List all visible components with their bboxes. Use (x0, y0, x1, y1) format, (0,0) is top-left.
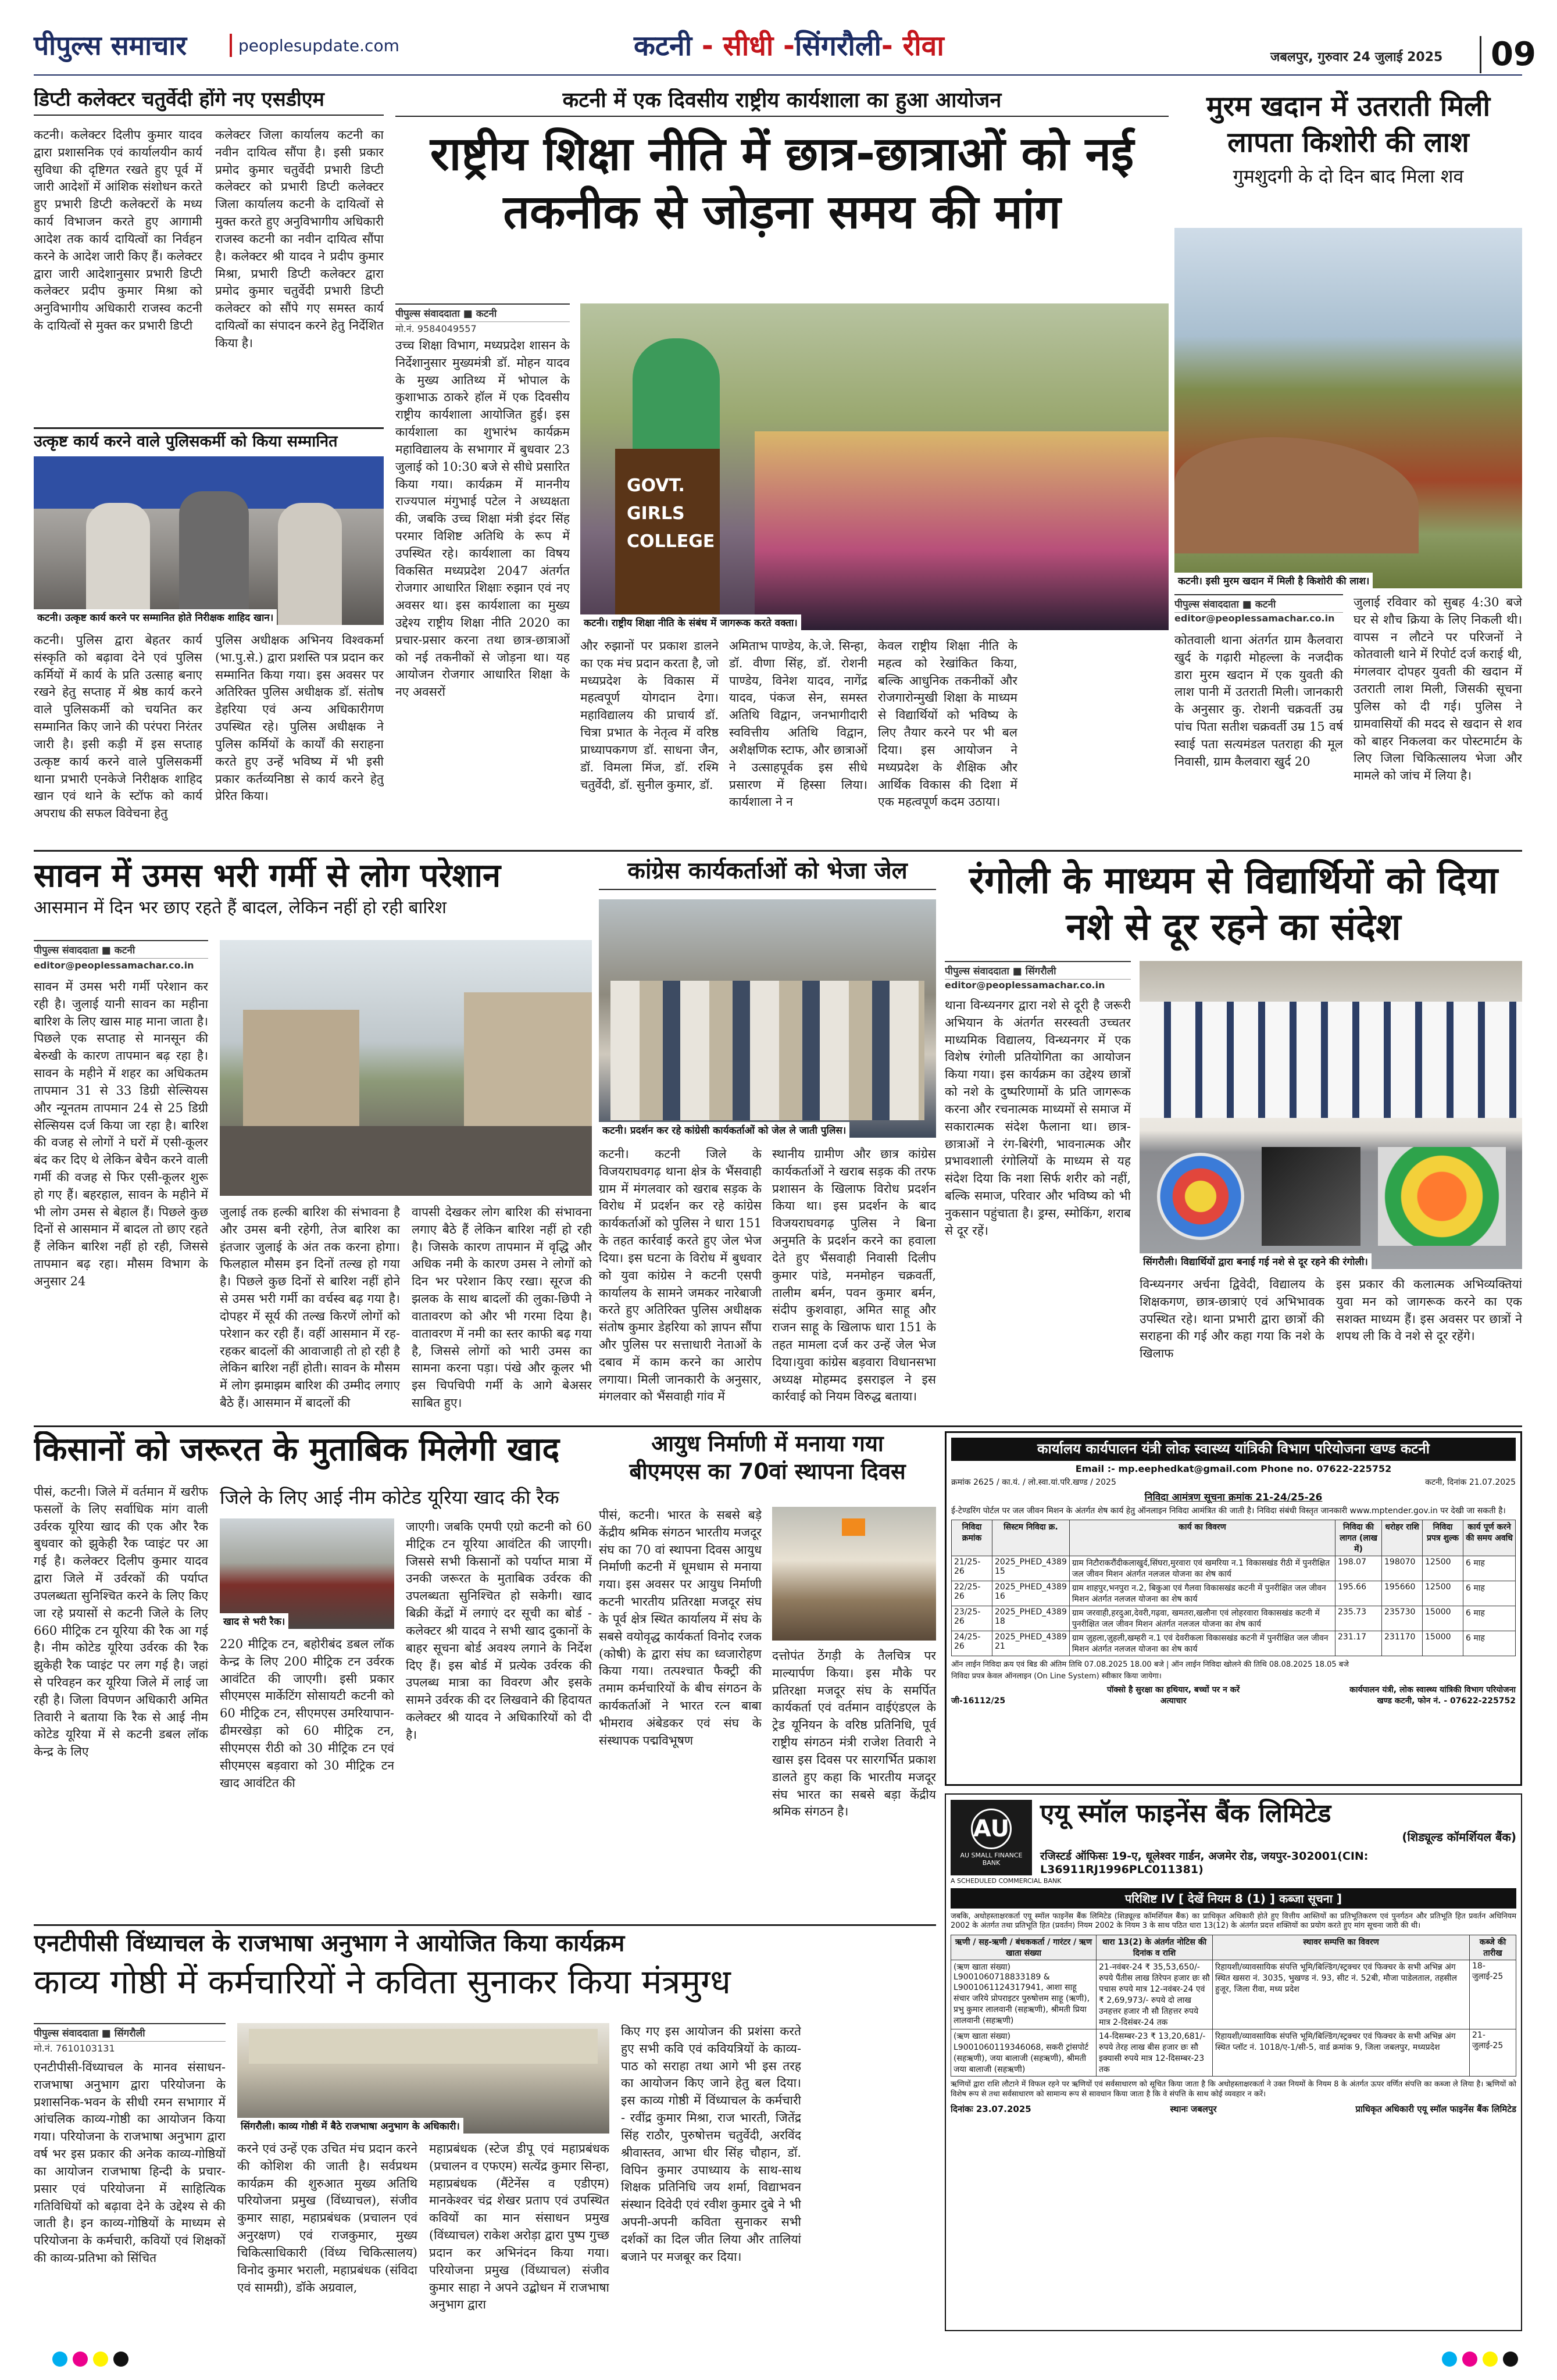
cell: (ऋण खाता संख्या) L9001060718833189 & L9001061124317941, आशा साहू संचार जरिये प्रोपराइटर पुरुषोत्तम साहू (ऋणी), प्रभु कुमार लालवानी (सहऋणी), श्रीमती प्रिया लालवानी (सहऋणी) (951, 1960, 1097, 2029)
article-nep-kicker: कटनी में एक दिवसीय राष्ट्रीय कार्यशाला का हुआ आयोजन (395, 88, 1169, 117)
tender-title: कार्यालय कार्यपालन यंत्री लोक स्वास्थ्य यांत्रिकी विभाग परियोजना खण्ड कटनी (951, 1438, 1516, 1461)
tender-th: कार्य का विवरण (1069, 1520, 1335, 1556)
cell: 231170 (1382, 1631, 1423, 1656)
article-ntpc (34, 1930, 936, 2331)
bms-photo (772, 1507, 936, 1641)
tender-th: कार्य पूर्ण करने की समय अवधि (1463, 1520, 1516, 1556)
bank-address: रजिस्टर्ड ऑफिसः 19-ए, धूलेश्वर गार्डन, अजमेर रोड, जयपुर-302001(CIN: L36911RJ1996PLC011381) (1040, 1849, 1369, 1876)
article-congress-title: कांग्रेस कार्यकर्ताओं को भेजा जेल (599, 857, 936, 890)
bank-intro: जबकि, अधोहस्ताक्षरकर्ता एयू स्मॉल फाइनेंस बैंक लिमिटेड (शिड्यूल्ड कॉमर्शियल बैंक) का प्राधिकृत अधिकारी होते हुए वित्तीय आस्तियों का प्रतिभूतिकरण एवं पुनर्गठन और प्रतिभूति हित प्रवर्तन अधिनियम 2002 के अंतर्गत तथा प्रतिभूति हित (प्रवर्तन) नियम 2002 के नियम 3 के साथ पठित धारा 13(12) के अंतर्गत प्रदत्त शक्तियों का प्रयोग करते हुए मांग सूचना जारी की थी। (951, 1911, 1516, 1931)
bank-th: कब्जे की तारीख (1470, 1935, 1516, 1960)
cell: 198070 (1382, 1556, 1423, 1581)
flag-shape (842, 1518, 865, 1536)
article-ntpc-phone: मो.नं. 7610103131 (34, 2043, 115, 2054)
bank-officer: प्राधिकृत अधिकारी एयू स्मॉल फाइनेंस बैंक लिमिटेड (1355, 2104, 1516, 2115)
region-rewa: रीवा (902, 30, 944, 62)
article-police-col2: पुलिस अधीक्षक अभिनय विश्वकर्मा (भा.पु.से.) द्वारा प्रशस्ति पत्र प्रदान कर सम्मानित किया गया। इस अवसर पर अतिरिक्त पुलिस अधीक्षक डॉ. संतोष डेहरिया एवं अन्य अधिकारीगण उपस्थित रहे। पुलिस अधीक्षक ने पुलिस कर्मियों के कार्यों की सराहना करते हुए उन्हें भविष्य में भी इसी प्रकार कर्तव्यनिष्ठा से कार्य करने हेतु प्रेरित किया। (215, 633, 384, 803)
bank-notice (945, 1793, 1522, 2331)
cell: 195.66 (1335, 1581, 1382, 1606)
article-fertilizer-col1: पीसं, कटनी। जिले में वर्तमान में खरीफ फसलों के लिए सर्वाधिक मांग वाली उर्वरक यूरिया खाद की एक और रैक बुधवार को झुकेही रैक प्वाइंट पर आ गई है। कलेक्टर दिलीप कुमार यादव द्वारा जिले में उर्वरकों की पर्याप्त उपलब्धता सुनिश्चित करने के लिए किए जा रहे प्रयासों से कटनी जिले के लिए 660 मीट्रिक टन यूरिया की रैक आ गई है। नीम कोटेड यूरिया उर्वरक की रैक झुकेही रैक प्वाइंट पर लग गई है। जहां से परिवहन कर यूरिया जिले में लाई जा रही है। जिला विपणन अधिकारी अमित तिवारी ने बताया कि रैक से आई नीम कोटेड यूरिया में से कटनी डबल लॉक केन्द्र के लिए (34, 1485, 208, 1759)
tender-th: निविदा की लागत (लाख में) (1335, 1520, 1382, 1556)
nep-photo (580, 303, 1169, 630)
registration-mark (1462, 2352, 1477, 2367)
masthead (0, 0, 1557, 76)
cell: 15000 (1423, 1631, 1463, 1656)
article-mine (1174, 88, 1522, 844)
rangoli-art (1157, 1153, 1244, 1240)
article-fertilizer (34, 1431, 592, 1920)
article-sdm (34, 88, 384, 426)
tender-table (951, 1520, 1516, 1656)
ntpc-photo (237, 2023, 609, 2134)
article-rangoli (945, 857, 1522, 1421)
cell: ग्राम शाहपुर,भनपुरा न.2, बिकुआ एवं गैलवा विकासखंड कटनी में पुनरीक्षित जल जीवन मिशन अंतर्गत नलजल योजना का शेष कार्य (1069, 1581, 1335, 1606)
article-mine-col2: जुलाई रविवार को सुबह 4:30 बजे घर से शौच क्रिया के लिए निकली थी। वापस न लौटने पर परिजनों ने कोतवाली थाने में रिपोर्ट दर्ज कराई थी, मंगलवार दोपहर युवती की खदान में उतराती लाश मिली, जिसकी सूचना पुलिस को दी गई। पुलिस ने ग्रामवासियों की मदद से खदान से शव को बाहर निकलवा कर पोस्टमार्टम के लिए जिला चिकित्सालय भेजा और मामले को जांच में लिया है। (1354, 595, 1522, 783)
tender-ref: क्रमांक 2625 / का.यं. / लो.स्वा.यां.परि.खण्ड / 2025 (951, 1477, 1116, 1487)
water-shape (1174, 437, 1419, 553)
section-rule (34, 1924, 936, 1926)
article-fertilizer-sub: जिले के लिए आई नीम कोटेड यूरिया खाद की रैक (220, 1486, 559, 1509)
bank-table (951, 1935, 1516, 2077)
tender-th: सिस्टम निविदा क्र. (992, 1520, 1070, 1556)
rangoli-caption: सिंगरौली। विद्यार्थियों द्वारा बनाई गई नशे से दूर रहने की रंगोली। (1140, 1253, 1372, 1269)
cell: ग्राम ज़ुहला,ज़ुहली,खम्हरी न.1 एवं देवरीकला विकासखंड कटनी में पुनरीक्षित जल जीवन मिशन अंतर्गत नलजल योजना का शेष कार्य (1069, 1631, 1335, 1656)
tender-contact: Email :- mp.eephedkat@gmail.com Phone no. 07622-225752 (1075, 1463, 1392, 1474)
site-url[interactable]: peoplesupdate.com (238, 36, 399, 55)
au-logo (951, 1800, 1032, 1875)
bank-tagline: A SCHEDULED COMMERCIAL BANK (951, 1877, 1062, 1885)
article-nep-phone: मो.नं. 9584049557 (395, 323, 477, 334)
nep-caption: कटनी। राष्ट्रीय शिक्षा नीति के संबंध में जागरूक करते वक्ता। (580, 614, 801, 630)
registration-mark (1442, 2352, 1457, 2367)
registration-mark (52, 2352, 67, 2367)
section-rule (34, 1425, 1522, 1427)
rangoli-art (1378, 1147, 1506, 1246)
separator-bar (230, 34, 232, 57)
tender-dated: कटनी, दिनांक 21.07.2025 (1425, 1477, 1516, 1487)
table-row (951, 1960, 1516, 2029)
article-ntpc-title: एनटीपीसी विंध्याचल के राजभाषा अनुभाग ने आयोजित किया कार्यक्रम (34, 1930, 625, 1957)
article-rangoli-col3: इस प्रकार की कलात्मक अभिव्यक्तियां युवा मन को जागरूक करने का एक सशक्त माध्यम हैं। इस अवसर पर छात्रों ने शपथ ली कि वे नशे से दूर रहेंगे। (1336, 1277, 1522, 1343)
article-congress-col1: कटनी। कटनी जिले के विजयराघवगढ़ थाना क्षेत्र के भैंसवाही ग्राम में मंगलवार को खराब सड़क के विरोध में प्रदर्शन कर रहे कांग्रेस कार्यकर्ताओं को पुलिस ने धारा 151 के तहत कार्रवाई करते हुए जेल भेज दिया। इस घटना के विरोध में बुधवार को युवा कांग्रेस ने कटनी एसपी कार्यालय के सामने जमकर नारेबाजी करते हुए अतिरिक्त पुलिस अधीक्षक संतोष कुमार डेहरिया को ज्ञापन सौंपा और पुलिस पर सत्ताधारी नेताओं के दबाव में काम करने का आरोप लगाया। मिली जानकारी के अनुसार, मंगलवार को भैंसवाही गांव में (599, 1147, 762, 1404)
cell: 2025_PHED_4389 21 (992, 1631, 1070, 1656)
article-humidity (34, 857, 592, 1421)
mine-photo (1174, 228, 1522, 588)
article-bms-col1: पीसं, कटनी। भारत के सबसे बड़े केंद्रीय श्रमिक संगठन भारतीय मजदूर संघ का 70 वां स्थापना दिवस आयुध निर्माणी कटनी में धूमधाम से मनाया गया। इस अवसर पर आयुध निर्माणी कटनी भारतीय प्रतिरक्षा मजदूर संघ के पूर्व क्षेत्र स्थित कार्यालय में संघ के सबसे वयोवृद्ध कार्यकर्ता विनोद रजक (कोषी) के द्वारा संघ का ध्वजारोहण किया गया। तत्पश्चात फैक्ट्री की तमाम कर्मचारियों के बीच संगठन के कार्यकर्ताओं ने भारत रत्न बाबा भीमराव अंबेडकर एवं संघ के संस्थापक पद्मविभूषण (599, 1508, 762, 1748)
audience-shape (755, 431, 1169, 630)
cell: 198.07 (1335, 1556, 1382, 1581)
cell: 2025_PHED_4389 16 (992, 1581, 1070, 1606)
cell: 21-जुलाई-25 (1470, 2029, 1516, 2077)
article-nep-title: राष्ट्रीय शिक्षा नीति में छात्र-छात्राओं को नई तकनीक से जोड़ना समय की मांग (430, 127, 1134, 240)
cell: 12500 (1423, 1581, 1463, 1606)
article-rangoli-email[interactable]: editor@peoplessamachar.co.in (945, 980, 1105, 991)
registration-mark (113, 2352, 128, 2367)
cell: 6 माह (1463, 1631, 1516, 1656)
rake-photo (220, 1518, 394, 1629)
bank-name: एयू स्मॉल फाइनेंस बैंक लिमिटेड (1040, 1799, 1331, 1828)
cell: 2025_PHED_4389 15 (992, 1556, 1070, 1581)
cell: 235730 (1382, 1606, 1423, 1631)
table-row (951, 2029, 1516, 2077)
article-police-title: उत्कृष्ट कार्य करने वाले पुलिसकर्मी को किया सम्मानित (34, 427, 384, 451)
cell: 6 माह (1463, 1581, 1516, 1606)
rake-caption: खाद से भरी रैक। (220, 1613, 288, 1629)
registration-mark (93, 2352, 108, 2367)
cell: 15000 (1423, 1606, 1463, 1631)
paper-name: पीपुल्स समाचार (34, 30, 187, 61)
article-fertilizer-col2: 220 मीट्रिक टन, बहोरीबंद डबल लॉक केन्द्र के लिए 200 मीट्रिक टन उर्वरक आवंटित की जाएगी। इसी प्रकार सीएमएस मार्केटिंग सोसायटी कटनी को 60 मीट्रिक टन, सीएमएस उमरियापान-ढीमरखेड़ा को 60 मीट्रिक टन, सीएमएस रीठी को 30 मीट्रिक टन एवं सीएमएस बड़वारा को 30 मीट्रिक टन खाद आवंटित की (220, 1637, 394, 1790)
registration-mark (73, 2352, 88, 2367)
article-police (34, 427, 384, 846)
table-row (952, 1581, 1516, 1606)
registration-mark (1503, 2352, 1518, 2367)
article-ntpc-deck: काव्य गोष्ठी में कर्मचारियों ने कविता सुनाकर किया मंत्रमुग्ध (34, 1962, 731, 2002)
article-ntpc-col1: एनटीपीसी-विंध्याचल के मानव संसाधन-राजभाषा अनुभाग द्वारा परियोजना के प्रशासनिक-भवन के सीधी रमन सभागार में आंचलिक काव्य-गोष्ठी का आयोजन किया गया। परियोजना के राजभाषा अनुभाग द्वारा वर्ष भर इस प्रकार की अनेक काव्य-गोष्ठियों का आयोजन राजभाषा हिन्दी के प्रचार-प्रसार एवं परियोजना में साहित्यिक गतिविधियों को बढ़ावा देने के उद्देश्य से की जाती है। इन काव्य-गोष्ठियों के माध्यम से परियोजना के कर्मचारी, कवियों एवं शिक्षकों की काव्य-प्रतिभा को सिंचित (34, 2060, 226, 2265)
cell: 21-नवंबर-24 ₹ 35,53,650/- रुपये पैंतीस लाख तिरेपन हजार छः सौ पचास रुपये मात्र 12-नवंबर-24 एवं ₹ 2,69,973/- रुपये दो लाख उनहत्तर हजार नौ सौ तिहत्तर रुपये मात्र 2-दिसंबर-24 तक (1097, 1960, 1213, 2029)
cell: 22/25-26 (952, 1581, 992, 1606)
police-photo (34, 456, 384, 625)
article-mine-email[interactable]: editor@peoplessamachar.co.in (1174, 613, 1335, 624)
article-fertilizer-title: किसानों को जरूरत के मुताबिक मिलेगी खाद (34, 1431, 560, 1468)
rangoli-photo (1140, 961, 1522, 1269)
congress-caption: कटनी। प्रदर्शन कर रहे कांग्रेसी कार्यकर्ताओं को जेल ले जाती पुलिस। (599, 1122, 849, 1138)
bank-name-sub: (शिड्यूल्ड कॉमर्शियल बैंक) (1402, 1829, 1516, 1844)
bank-date: दिनांकः 23.07.2025 (951, 2104, 1031, 2115)
cell: 6 माह (1463, 1606, 1516, 1631)
article-congress (599, 857, 936, 1421)
congress-photo (599, 899, 936, 1138)
article-humidity-email[interactable]: editor@peoplessamachar.co.in (34, 960, 194, 971)
tender-intro: ई-टेण्डरिंग पोर्टल पर जल जीवन मिशन के अंतर्गत शेष कार्य हेतु ऑनलाइन निविदा आमंत्रित की जाती है। निविदा संबंधी विस्तृत जानकारी www.mptender.gov.in पर देखी जा सकती है। (951, 1506, 1506, 1516)
bank-th: ऋणी / सह-ऋणी / बंधककर्ता / गारंटर / ऋण खाता संख्या (951, 1935, 1097, 1960)
article-humidity-byline: पीपुल्स संवाददाता ■ कटनी (34, 940, 208, 959)
article-mine-col1: कोतवाली थाना अंतर्गत ग्राम कैलवारा खुर्द के गढ़ारी मोहल्ला के नजदीक डारा मुरम खदान में एक युवती की लाश पानी में उतराती मिली। जानकारी के अनुसार कु. रोशनी चक्रवर्ती उम्र पांच पिता सतीश चक्रवर्ती उम्र 15 वर्ष स्वाई पता सत्यमंडल पतराहा की मूल निवासी, ग्राम कैलवारा खुर्द 20 (1174, 633, 1343, 769)
article-ntpc-byline: पीपुल्स संवाददाता ■ सिंगरौली (34, 2023, 226, 2042)
bank-appendix: परिशिष्ट IV [ देखें नियम 8 (1) ] कब्जा सूचना ] (951, 1888, 1516, 1909)
au-logo-icon: AU (971, 1809, 1012, 1849)
bank-th: धारा 13(2) के अंतर्गत नोटिस की दिनांक व राशि (1097, 1935, 1213, 1960)
tender-th: निविदा क्रमांक (952, 1520, 992, 1556)
street-photo (220, 940, 592, 1196)
cell: रिहायशी/व्यावसायिक संपत्ति भूमि/बिल्डिंग/स्ट्रक्चर एवं फिक्चर के सभी अभिन्न अंग स्थित प्लॉट नं. 1018/ए-1/सी-5, वार्ड क्रमांक 9, जिला जबलपुर, मध्यप्रदेश (1213, 2029, 1470, 2077)
article-mine-deck: गुमशुदगी के दो दिन बाद मिला शव (1233, 165, 1464, 187)
table-row (952, 1631, 1516, 1656)
cell: 235.73 (1335, 1606, 1382, 1631)
region-katni: कटनी (634, 30, 692, 62)
region-sidhi: सीधी (723, 30, 774, 62)
bank-note: ऋणियों द्वारा राशि लौटाने में विफल रहने पर ऋणियों एवं सर्वसाधारण को सूचित किया जाता है कि अधोहस्ताक्षरकर्ता ने उक्त नियमों के नियम 8 के अंतर्गत ऊपर वर्णित संपत्ति का कब्जा ले लिया है। ऋणियों को विशेष रूप से तथा सर्वसाधारण को सामान्य रूप से सावधान किया जाता है कि वे संपत्ति के साथ कोई व्यवहार न करें। (951, 2080, 1516, 2099)
article-bms-title-1: आयुध निर्माणी में मनाया गया (651, 1431, 884, 1456)
article-rangoli-byline: पीपुल्स संवाददाता ■ सिंगरौली (945, 961, 1131, 980)
bank-th: स्थावर सम्पत्ति का विवरण (1213, 1935, 1470, 1960)
article-humidity-title: सावन में उमस भरी गर्मी से लोग परेशान (34, 857, 501, 895)
article-bms (599, 1431, 936, 1920)
tender-notice (945, 1431, 1522, 1786)
cell: 21/25-26 (952, 1556, 992, 1581)
article-humidity-col1: सावन में उमस भरी गर्मी परेशान कर रही है। जुलाई यानी सावन का महीना बारिश के लिए खास माह माना जाता है। पिछले एक सप्ताह से मानसून की बेरुखी के कारण तापमान बढ़ रहा है। सावन के महीने में शहर का अधिकतम तापमान 31 से 33 डिग्री सेल्सियस और न्यूनतम तापमान 24 से 25 डिग्री सेल्सियस दर्ज किया जा रहा है। बारिश की वजह से लोगों ने घरों में एसी-कूलर बंद कर दिए थे लेकिन बेचैन करने वाली गर्मी की वजह से फिर एसी-कूलर शुरू हो गए हैं। बहरहाल, सावन के महीने में भी लोग उमस से बेहाल हैं। पिछले कुछ दिनों से आसमान में बादल तो छाए रहते हैं लेकिन बारिश नहीं हो रही, जिससे तापमान बढ़ रहा। मौसम विभाग के अनुसार 24 (34, 980, 208, 1288)
article-nep-col2: और रुझानों पर प्रकाश डालने का एक मंच प्रदान करता है, जो मध्यप्रदेश के विकास में महत्वपूर्ण योगदान देगा। महाविद्यालय की प्राचार्य डॉ. चित्रा प्रभात के नेतृत्व में वरिष्ठ प्राध्यापकगण डॉ. साधना जैन, डॉ. विमला मिंज, डॉ. रश्मि चतुर्वेदी, डॉ. सुनील कुमार, डॉ. (580, 639, 719, 792)
podium-label: GOVT. GIRLS COLLEGE (627, 476, 715, 552)
cell: रिहायशी/व्यावसायिक संपत्ति भूमि/बिल्डिंग/स्ट्रक्चर एवं फिक्चर के सभी अभिन्न अंग स्थित खसरा नं. 3035, भुखण्ड नं. 93, सीट नं. 52बी, मौजा पाडेलताल, तहसील हुजूर, जिला रीवा, मध्य प्रदेश (1213, 1960, 1470, 2029)
tender-th: धरोहर राशि (1382, 1520, 1423, 1556)
article-fertilizer-col3: जाएगी। जबकि एमपी एग्रो कटनी को 60 मीट्रिक टन यूरिया आवंटित की जाएगी। जिससे सभी किसानों को पर्याप्त मात्रा में उनकी जरूरत के मुताबिक उर्वरक की उपलब्धता सुनिश्चित हो सकेगी। खाद बिक्री केंद्रों में लगाएं दर सूची का बोर्ड - कलेक्टर श्री यादव ने सभी खाद दुकानों के बाहर सूचना बोर्ड अवश्य लगाने के निर्देश दिए हैं। इस बोर्ड में प्रत्येक उर्वरक की उपलब्ध मात्रा का विवरण और इसके सामने उर्वरक की दर लिखवाने की हिदायत कलेक्टर श्री यादव ने अधिकारियों को दी है। (406, 1520, 592, 1742)
article-humidity-col3: वापसी देखकर लोग बारिश की संभावना लगाए बैठे हैं लेकिन बारिश नहीं हो रही है। जिसके कारण तापमान में वृद्धि और अधिक नमी के कारण उमस ने लोगों को दिन भर परेशान किए रखा। सूरज की झलक के साथ बादलों की लुका-छिपी ने वातावरण को और भी गरमा दिया है। वातावरण में नमी का स्तर काफी बढ़ गया है, जिससे लोगों को भारी उमस का सामना करना पड़ा। पंखे और कूलर भी इस चिपचिपी गर्मी के आगे बेअसर साबित हुए। (412, 1205, 592, 1410)
tender-notice-no: निविदा आमंत्रण सूचना क्रमांक 21-24/25-26 (1144, 1491, 1323, 1503)
article-congress-col2: स्थानीय ग्रामीण और छात्र कांग्रेस कार्यकर्ताओं ने खराब सड़क की तरफ प्रशासन के खिलाफ विरोध प्रदर्शन किया था। इस प्रदर्शन के बाद विजयराघवगढ़ पुलिस ने बिना अनुमति के प्रदर्शन करने का हवाला देते हुए भैंसवाही निवासी दिलीप कुमार पांडे, मनमोहन चक्रवर्ती, तालीम बर्मन, पवन कुमार बर्मन, संदीप कुशवाहा, अमित साहू और राजन साहू के खिलाफ धारा 151 के तहत मामला दर्ज कर उन्हें जेल भेज दिया।युवा कांग्रेस बड़वारा विधानसभा अध्यक्ष मोहम्मद इसराइल ने इस कार्रवाई को नियम विरुद्ध बताया। (772, 1147, 936, 1404)
article-bms-col2: दत्तोपंत ठेंगड़ी के तैलचित्र पर माल्यार्पण किया। इस मौके पर प्रतिरक्षा मजदूर संघ के समर्पित कार्यकर्ता एवं वर्तमान वाईएंडएल के ट्रेड यूनियन के वरिष्ठ प्रतिनिधि, पूर्व राष्ट्रीय संगठन मंत्री राजेश तिवारी ने खास इस दिवस पर सारगर्भित प्रकाश डालते हुए कहा कि भारतीय मजदूर संघ भारत का सबसे बड़ा केंद्रीय श्रमिक संगठन है। (772, 1649, 936, 1819)
article-bms-title-2: बीएमएस का 70वां स्थापना दिवस (629, 1458, 906, 1484)
section-rule (34, 850, 1522, 852)
article-rangoli-col2: विन्ध्यनगर अर्चना द्विवेदी, विद्यालय के शिक्षकगण, छात्र-छात्राएं एवं अभिभावक उपस्थित रहे। थाना प्रभारी द्वारा छात्रों की सराहना की गई और कहा गया कि नशे के खिलाफ (1140, 1277, 1324, 1361)
tender-slogan: पॉक्सो है सुरक्षा का हथियार, बच्चों पर न करें अत्याचार (1106, 1685, 1240, 1706)
cell: ग्राम निटौराकरौंदीकलाखुर्द,सिंघरा,मुरवारा एवं खमरिया न.1 विकासखंड रीठी में पुनरीक्षित जल जीवन मिशन अंतर्गत नलजल योजना का शेष कार्य (1069, 1556, 1335, 1581)
article-sdm-col2: कलेक्टर जिला कार्यालय कटनी का नवीन दायित्व सौंपा है। इसी प्रकार प्रमोद कुमार चतुर्वेदी प्रभारी डिप्टी कलेक्टर को प्रभारी डिप्टी कलेक्टर जिला कार्यालय कटनी के दायित्वों से मुक्त करते हुए अनुविभागीय अधिकारी राजस्व कटनी का नवीन दायित्व सौंपा है। कलेक्टर श्री यादव ने प्रदीप कुमार मिश्रा, प्रभारी डिप्टी कलेक्टर द्वारा प्रमोद कुमार चतुर्वेदी प्रभारी डिप्टी कलेक्टर को सौंपे गए समस्त कार्य दायित्वों का संपादन करने हेतु निर्देशित किया है। (215, 128, 384, 350)
cell: 195660 (1382, 1581, 1423, 1606)
article-mine-byline: पीपुल्स संवाददाता ■ कटनी (1174, 594, 1343, 613)
road-shape (220, 1126, 592, 1196)
article-nep-col1: उच्च शिक्षा विभाग, मध्यप्रदेश शासन के निर्देशानुसार मुख्यमंत्री डॉ. मोहन यादव के मुख्य आतिथ्य में भोपाल के कुशाभाऊ ठाकरे हॉल में एक दिवसीय राष्ट्रीय कार्यशाला आयोजित हुई। इस कार्यशाला का शुभारंभ कार्यक्रम महाविद्यालय के सभागार में बुधवार 23 जुलाई को 10:30 बजे से सीधे प्रसारित किया गया। कार्यक्रम में माननीय राज्यपाल मंगुभाई पटेल ने अध्यक्षता की, जबकि उच्च शिक्षा मंत्री इंदर सिंह परमार विशिष्ट अतिथि के रूप में उपस्थित रहे। कार्यशाला का विषय विकसित मध्यप्रदेश 2047 अंतर्गत रोजगार आधारित शिक्षाः रुझान एवं नए अवसर था। इस कार्यशाला का मुख्य उद्देश्य राष्ट्रीय शिक्षा नीति 2020 का प्रचार-प्रसार करना तथा छात्र-छात्राओं को नई तकनीकों से जोड़ना था। यह आयोजन रोजगार आधारित शिक्षा के नए अवसरों (395, 338, 570, 699)
article-nep-byline: पीपुल्स संवाददाता ■ कटनी (395, 303, 570, 322)
rangoli-art (1262, 1147, 1360, 1246)
bank-place: स्थानः जबलपुर (1170, 2104, 1217, 2115)
cell: 12500 (1423, 1556, 1463, 1581)
article-nep-col3: अमिताभ पाण्डेय, के.जे. सिन्हा, डॉ. वीणा सिंह, डॉ. रोशनी पाण्डेय, विनेश यादव, नागेंद्र यादव, पंकज सेन, समस्त अतिथि विद्वान, जनभागीदारी स्ववित्तीय अतिथि विद्वान, अशैक्षणिक स्टाफ, और छात्राओं ने उत्साहपूर्वक इस सीधे प्रसारण में हिस्सा लिया। कार्यशाला ने न (729, 639, 867, 809)
region-singrauli: सिंगरौली (794, 30, 881, 62)
article-humidity-col2: जुलाई तक हल्की बारिश की संभावना है और उमस बनी रहेगी, तेज बारिश का इंतजार जुलाई के अंत तक करना होगा। फिलहाल मौसम इन दिनों तल्ख हो गया है। पिछले कुछ दिनों से बारिश नहीं होने से उमस भरी गर्मी का वर्चस्व बढ़ गया है। दोपहर में सूर्य की तल्ख किरणें लोगों को परेशान कर रही हैं। वहीं आसमान में रह-रहकर बादलों की आवाजाही तो हो रही है लेकिन बारिश नहीं होती। सावन के मौसम में लोग झमाझम बारिश की उम्मीद लगाए बैठे हैं। आसमान में बादलों की (220, 1205, 400, 1410)
article-sdm-title: डिप्टी कलेक्टर चतुर्वेदी होंगे नए एसडीएम (34, 88, 384, 116)
registration-mark (1483, 2352, 1498, 2367)
tender-th: निविदा प्रपत्र शुल्क (1423, 1520, 1463, 1556)
article-mine-title: मुरम खदान में उतराती मिली लापता किशोरी की लाश (1206, 90, 1491, 159)
person-shape (86, 503, 150, 625)
cell: 23/25-26 (952, 1606, 992, 1631)
masthead-rule (34, 74, 1522, 76)
building-shape (243, 1010, 359, 1126)
cell: ग्राम जरवाही,हरदुआ,देवरी,गढ़वा, खमतरा,खलौना एवं लोहरवारा विकासखंड कटनी में पुनरीक्षित जल जीवन मिशन अंतर्गत नलजल योजना का शेष कार्य (1069, 1606, 1335, 1631)
building-shape (464, 992, 592, 1126)
cell: 18-जुलाई-25 (1470, 1960, 1516, 2029)
cell: 2025_PHED_4389 18 (992, 1606, 1070, 1631)
issue-date: जबलपुर, गुरुवार 24 जुलाई 2025 (1270, 50, 1443, 65)
article-nep (395, 88, 1169, 844)
article-ntpc-col4: किए गए इस आयोजन की प्रशंसा करते हुए सभी कवि एवं कवियत्रियों के काव्य-पाठ को सराहा तथा आगे भी इस तरह का आयोजन किए जाने हेतु बल दिया। इस काव्य गोष्ठी में विंध्याचल के कर्मचारी - रवींद्र कुमार मिश्रा, राज भारती, जितेंद्र सिंह राठौर, पुरुषोत्तम चतुर्वेदी, अरविंद श्रीवास्तव, आभा धीर सिंह चौहान, डॉ. विपिन कुमार उपाध्याय के साथ-साथ शिक्षक प्रतिनिधि जय शर्मा, विद्याभवन संस्थान दिवेदी एवं रवीश कुमार दुबे ने भी अपनी-अपनी कविता सुनाकर सभी दर्शकों का दिल जीत लिया और तालियां बजाने पर मजबूर कर दिया। (621, 2024, 801, 2264)
tender-footnote: निविदा प्रपत्र केवल ऑनलाइन (On Line System) स्वीकार किया जायेगा। (951, 1671, 1162, 1681)
crowd-shape (610, 981, 924, 1120)
article-rangoli-title: रंगोली के माध्यम से विद्यार्थियों को दिया नशे से दूर रहने का संदेश (969, 859, 1498, 949)
ntpc-caption: सिंगरौली। काव्य गोष्ठी में बैठे राजभाषा अनुभाग के अधिकारी। (237, 2118, 463, 2134)
cell: 6 माह (1463, 1556, 1516, 1581)
cell: (ऋण खाता संख्या) L9001060119346068, सकरी ट्रांसपोर्ट (सहऋणी), जया बालाजी (सहऋणी), श्रीमती जया बालाजी (सहऋणी) (951, 2029, 1097, 2077)
table-row (952, 1556, 1516, 1581)
tender-dates: ऑन लाईन निविदा क्रय एवं बिड की अंतिम तिथि 07.08.2025 18.00 बजे | ऑन लाईन निविदा खोलने की तिथि 08.08.2025 18.05 बजे (951, 1660, 1349, 1669)
regions: कटनी - सीधी -सिंगरौली- रीवा (634, 30, 944, 62)
banner-shape (249, 2029, 598, 2064)
article-police-col1: कटनी। पुलिस द्वारा बेहतर कार्य संस्कृति को बढ़ावा देने एवं पुलिस कर्मियों में कार्य के प्रति उत्साह बनाए रखने हेतु सप्ताह में श्रेष्ठ कार्य करने वाले पुलिसकर्मी को चयनित कर सम्मानित किए जाने की परंपरा निरंतर जारी है। इसी कड़ी में इस सप्ताह उत्कृष्ट कार्य करने वाले पुलिसकर्मी थाना प्रभारी एनकेजे निरीक्षक शाहिद खान एवं थाने के स्टॉफ को कार्य अपराध की सफल विवेचना हेतु (34, 633, 202, 821)
article-ntpc-col3: महाप्रबंधक (स्टेज डीपू एवं महाप्रबंधक (प्रचालन व एफएम) सत्येंद्र कुमार सिन्हा, महाप्रबंधक (मैंटेनेंस व एडीएम) मानकेश्वर चंद्र शेखर प्रताप एवं उपस्थित कवियों का मान संसाधन प्रमुख (विंध्याचल) राकेश अरोड़ा द्वारा पुष्प गुच्छ प्रदान कर अभिनंदन किया गया। परियोजना प्रमुख (विंध्याचल) संजीव कुमार साहा ने अपने उद्बोधन में राजभाषा अनुभाग द्वारा (429, 2142, 609, 2312)
article-nep-col4: केवल राष्ट्रीय शिक्षा नीति के महत्व को रेखांकित किया, बल्कि आधुनिक तकनीकों और रोजगारोन्मुखी शिक्षा के माध्यम से विद्यार्थियों को भविष्य के लिए तैयार करने पर भी बल दिया। इस आयोजन ने मध्यप्रदेश के शैक्षिक और आर्थिक विकास की दिशा में एक महत्वपूर्ण कदम उठाया। (878, 639, 1017, 809)
cell: 24/25-26 (952, 1631, 992, 1656)
students-row (1140, 1002, 1522, 1118)
police-caption: कटनी। उत्कृष्ट कार्य करने पर सम्मानित होते निरीक्षक शाहिद खान। (34, 609, 277, 625)
cell: 14-दिसम्बर-23 ₹ 13,20,681/- रुपये तेरह लाख बीस हजार छः सौ इक्यासी रुपये मात्र 12-दिसम्बर-23 तक (1097, 2029, 1213, 2077)
article-sdm-col1: कटनी। कलेक्टर दिलीप कुमार यादव द्वारा प्रशासनिक एवं कार्यालयीन कार्य सुविधा की दृष्टिगत रखते हुए पूर्व में जारी आदेशों में आंशिक संशोधन करते हुए प्रभारी डिप्टी कलेक्टरों के मध्य कार्य विभाजन करते हुए आगामी आदेश तक कार्य दायित्वों का निर्वहन करने के आदेश जारी किए हैं। कलेक्टर द्वारा जारी आदेशानुसार प्रभारी डिप्टी कलेक्टर प्रदीप कुमार मिश्रा को अनुविभागीय अधिकारी राजस्व कटनी के दायित्वों से मुक्त कर प्रभारी डिप्टी (34, 128, 202, 333)
article-humidity-deck: आसमान में दिन भर छाए रहते हैं बादल, लेकिन नहीं हो रही बारिश (34, 898, 447, 919)
person-shape (179, 491, 249, 625)
table-row (952, 1606, 1516, 1631)
cell: 231.17 (1335, 1631, 1382, 1656)
mine-caption: कटनी। इसी मुरम खदान में मिली है किशोरी की लाश। (1174, 573, 1373, 588)
person-shape (278, 503, 342, 625)
au-logo-text: AU SMALL FINANCE BANK (960, 1851, 1023, 1867)
article-rangoli-col1: थाना विन्ध्यनगर द्वारा नशे से दूरी है जरूरी अभियान के अंतर्गत सरस्वती उच्चतर माध्यमिक विद्यालय, विन्ध्यनगर में एक विशेष रंगोली प्रतियोगिता का आयोजन किया गया। इस कार्यक्रम का उद्देश्य छात्रों को नशे के दुष्परिणामों के प्रति जागरूक करना और रचनात्मक माध्यमों से समाज में सकारात्मक संदेश फैलाना था। छात्र-छात्राओं ने रंग-बिरंगी, भावनात्मक और प्रभावशाली रंगोलियों के माध्यम से यह संदेश दिया कि नशा सिर्फ शरीर को नहीं, बल्कि समाज, परिवार और भविष्य को भी नुकसान पहुंचाता है। ड्रग्स, स्मोकिंग, शराब से दूर रहें। (945, 998, 1131, 1238)
page-number: 09 (1480, 36, 1536, 73)
tender-code: जी-16112/25 (951, 1696, 1006, 1706)
tender-signature: कार्यपालन यंत्री, लोक स्वास्थ्य यांत्रिकी विभाग परियोजना खण्ड कटनी, फोन नं. - 07622-225752 (1349, 1685, 1516, 1706)
article-ntpc-col2: करने एवं उन्हें एक उचित मंच प्रदान करने की कोशिश की जाती है। सर्वप्रथम कार्यक्रम की शुरुआत मुख्य अतिथि परियोजना प्रमुख (विंध्याचल), संजीव कुमार साहा, महाप्रबंधक (प्रचालन एवं अनुरक्षण) एवं राजकुमार, मुख्य चिकित्साधिकारी (विंध्य चिकित्सालय) विनोद कुमार भराली, महाप्रबंधक (संविदा एवं सामग्री), डॉके अग्रवाल, (237, 2142, 417, 2295)
